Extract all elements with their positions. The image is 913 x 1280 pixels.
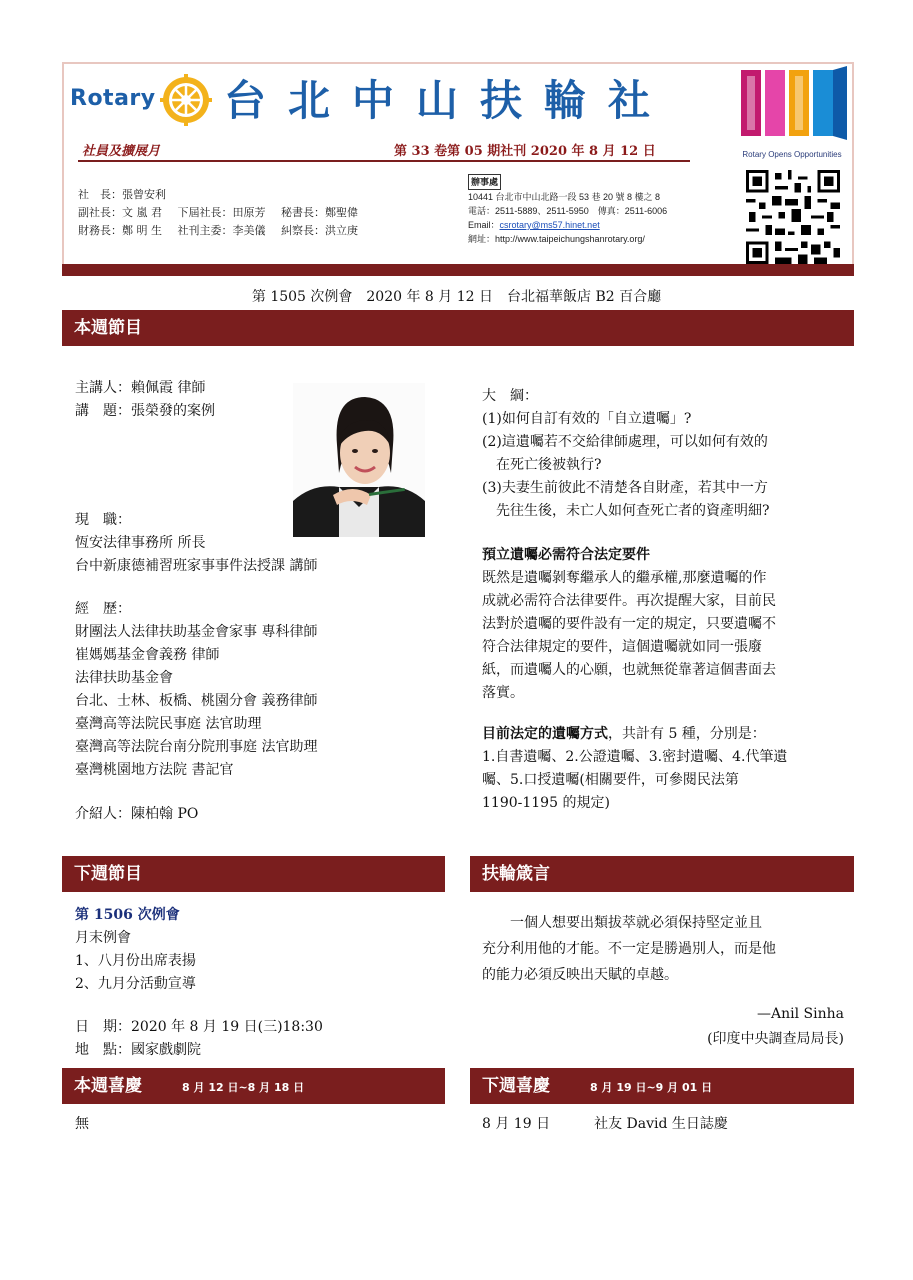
motto-author-title: (印度中央調查局局長) [707, 1031, 844, 1047]
requirements-line: 既然是遺囑剝奪繼承人的繼承權,那麼遺囑的作 [482, 570, 767, 586]
motto-attribution [640, 1002, 844, 1052]
motto-author: —Anil Sinha [757, 1006, 844, 1022]
rotary-wheel-icon [160, 74, 212, 126]
outline-title: 大 綱： [482, 388, 538, 404]
experience-item: 臺灣高等法院台南分院刑事庭 法官助理 [75, 739, 318, 755]
methods-heading [482, 723, 787, 746]
officer: 副社長：文 嵐 君 [78, 206, 162, 219]
officer: 糾察長：洪立庚 [281, 224, 358, 237]
methods-title: 目前法定的遺囑方式 [482, 726, 608, 742]
next-meeting: 第 1506 次例會 [75, 907, 180, 923]
next-item: 月末例會 [75, 930, 131, 946]
next-week-celebrations [482, 1113, 728, 1136]
celebration-content: 社友 David 生日誌慶 [594, 1116, 728, 1132]
outline [482, 385, 770, 523]
requirements-line: 符合法律規定的要件，這個遺囑就如同一張廢 [482, 639, 762, 655]
office-tag: 辦事處 [468, 174, 501, 190]
experience-item: 崔媽媽基金會義務 律師 [75, 647, 220, 663]
qr-code-icon [746, 170, 840, 264]
masthead [62, 62, 854, 276]
outline-item: 在死亡後被執行? [482, 457, 602, 473]
section-title: 下週節目 [74, 864, 142, 884]
officer: 社刊主委：李美儀 [177, 224, 266, 237]
requirements-title: 預立遺囑必需符合法定要件 [482, 547, 650, 563]
motto-text [482, 910, 776, 988]
officer: 秘書長：鄭聖偉 [281, 206, 358, 219]
officer: 財務長：鄭 明 生 [78, 224, 162, 237]
methods-line: 1190-1195 的規定) [482, 795, 610, 811]
current-item: 恆安法律事務所 所長 [75, 535, 206, 551]
experience-item: 財團法人法律扶助基金會家事 專科律師 [75, 624, 318, 640]
requirements [482, 544, 776, 705]
section-this-week-celebrations [62, 1068, 445, 1104]
email-row [468, 218, 667, 232]
requirements-line: 紙，而遺囑人的心願，也就無從靠著這個書面去 [482, 662, 776, 678]
celebration-row [482, 1113, 728, 1136]
rotary-logo [70, 72, 220, 126]
officers-row [78, 204, 370, 222]
introducer-text: 介紹人：陳柏翰 PO [75, 806, 199, 822]
next-date: 日 期：2020 年 8 月 19 日(三)18:30 [75, 1019, 323, 1035]
theme-month: 社員及擴展月 [82, 144, 161, 159]
next-item: 1、八月份出席表揚 [75, 953, 196, 969]
experience-item: 法律扶助基金會 [75, 670, 173, 686]
officer: 社 長：張曾安利 [78, 188, 166, 201]
outline-item: (3)夫妻生前彼此不清楚各自財產，若其中一方 [482, 480, 768, 496]
section-title: 本週喜慶 [74, 1076, 142, 1096]
address: 10441 台北市中山北路一段 53 巷 20 號 8 樓之 8 [468, 192, 661, 202]
celebration-dates: 8 月 12 日~8 月 18 日 [182, 1081, 305, 1094]
officers-row [78, 222, 370, 240]
issue-underline [78, 160, 690, 162]
meeting-info: 第 1505 次例會 2020 年 8 月 12 日 台北福華飯店 B2 百合廳 [251, 289, 662, 305]
open-doors-logo-icon [739, 66, 849, 144]
outline-item: 先往生後，未亡人如何查死亡者的資產明細? [482, 503, 770, 519]
header-bottom-bar [62, 264, 854, 276]
next-place: 地 點：國家戲劇院 [75, 1042, 201, 1058]
requirements-line: 落實。 [482, 685, 524, 701]
methods-line: 1.自書遺囑、2.公證遺囑、3.密封遺囑、4.代筆遺 [482, 749, 788, 765]
email-link[interactable]: csrotary@ms57.hinet.net [499, 220, 600, 230]
phone: 電話：2511-5889、2511-5950 傳真：2511-6006 [468, 206, 668, 216]
introducer [75, 803, 198, 826]
rotary-wordmark: Rotary [70, 86, 156, 111]
section-next-week [62, 856, 445, 892]
next-item: 2、九月分活動宣導 [75, 976, 196, 992]
methods-intro: ，共計有 5 種，分別是： [608, 726, 766, 742]
next-week-program [75, 904, 323, 1062]
officers-list [78, 186, 370, 240]
section-next-week-celebrations [470, 1068, 854, 1104]
current-positions [75, 509, 317, 578]
current-title: 現 職： [75, 512, 131, 528]
experience-list [75, 598, 317, 782]
section-this-week [62, 310, 854, 346]
celebration-content: 無 [75, 1116, 89, 1132]
celebration-date: 8 月 19 日 [482, 1116, 551, 1132]
requirements-line: 法對於遺囑的要件設有一定的規定，只要遺囑不 [482, 616, 776, 632]
issue-info: 第 33 卷第 05 期社刊 2020 年 8 月 12 日 [394, 144, 656, 159]
outline-item: (2)這遺囑若不交給律師處理，可以如何有效的 [482, 434, 768, 450]
motto-line: 的能力必須反映出天賦的卓越。 [482, 967, 678, 983]
email-label: Email： [468, 220, 500, 230]
methods-line: 囑、5.口授遺囑(相關要件，可參閱民法第 [482, 772, 739, 788]
experience-title: 經 歷： [75, 601, 131, 617]
officers-row [78, 186, 370, 204]
contact-info [468, 174, 667, 246]
section-title: 扶輪箴言 [482, 864, 550, 884]
officer: 下屆社長：田原芳 [177, 206, 266, 219]
legal-methods [482, 723, 787, 815]
experience-item: 台北、士林、板橋、桃園分會 義務律師 [75, 693, 318, 709]
experience-item: 臺灣高等法院民事庭 法官助理 [75, 716, 262, 732]
speaker-info [75, 377, 215, 423]
website[interactable]: 網址：http://www.taipeichungshanrotary.org/ [468, 234, 645, 244]
club-name: 台北中山扶輪社 [224, 76, 673, 125]
section-motto [470, 856, 854, 892]
motto-line: 一個人想要出類拔萃就必須保持堅定並且 [482, 915, 762, 931]
topic: 講 題：張榮發的案例 [75, 403, 215, 419]
outline-item: (1)如何自訂有效的「自立遺囑」? [482, 411, 692, 427]
this-week-celebrations [75, 1113, 89, 1136]
section-title: 下週喜慶 [482, 1076, 550, 1096]
requirements-line: 成就必需符合法律要件。再次提醒大家，目前民 [482, 593, 776, 609]
celebration-dates: 8 月 19 日~9 月 01 日 [590, 1081, 713, 1094]
rotary-opens-opportunities: Rotary Opens Opportunities [742, 150, 842, 159]
current-item: 台中新康德補習班家事事件法授課 講師 [75, 558, 318, 574]
speaker: 主講人：賴佩霞 律師 [75, 380, 206, 396]
section-title: 本週節目 [74, 318, 142, 338]
motto-line: 充分利用他的才能。不一定是勝過別人，而是他 [482, 941, 776, 957]
experience-item: 臺灣桃園地方法院 書記官 [75, 762, 234, 778]
